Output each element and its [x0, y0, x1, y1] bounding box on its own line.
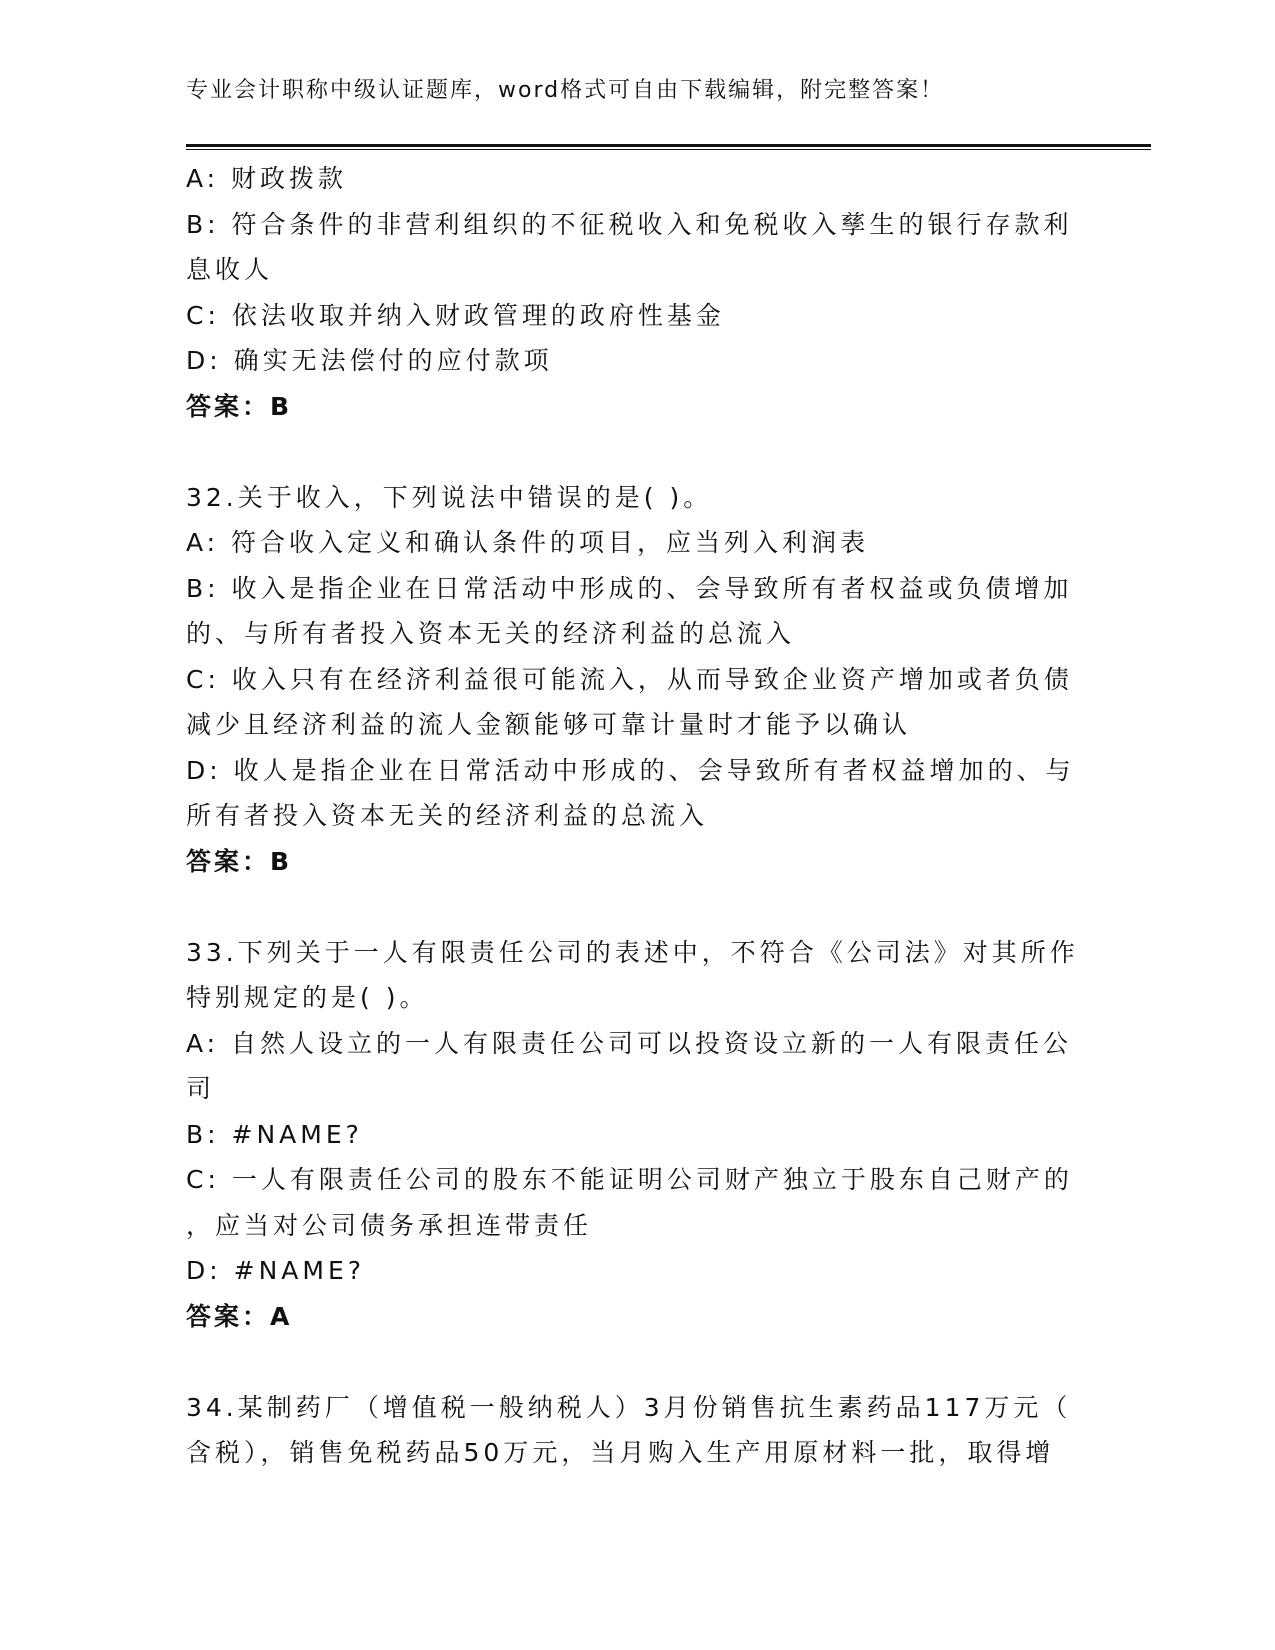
option-c-line-1: C: 收入只有在经济利益很可能流入，从而导致企业资产增加或者负债 [186, 664, 1073, 694]
option-a-line-2: 司 [186, 1074, 216, 1103]
option-c-line-1: C: 一人有限责任公司的股东不能证明公司财产独立于股东自己财产的 [186, 1165, 1073, 1194]
question-content [186, 156, 1086, 1476]
option-c: C: 依法收取并纳入财政管理的政府性基金 [186, 300, 725, 330]
header-divider [186, 144, 1151, 150]
option-d-line-2: 所有者投入资本无关的经济利益的总流入 [186, 801, 709, 830]
spacer [186, 429, 1086, 475]
question-stem: 32.关于收入，下列说法中错误的是( )。 [186, 482, 713, 512]
question-stem-line-2: 特别规定的是( )。 [186, 983, 429, 1012]
option-c-line-2: 减少且经济利益的流人金额能够可靠计量时才能予以确认 [186, 710, 912, 739]
option-a-line-1: A: 自然人设立的一人有限责任公司可以投资设立新的一人有限责任公 [186, 1028, 1073, 1058]
question-stem-line-2: 含税），销售免税药品50万元，当月购入生产用原材料一批，取得增 [186, 1438, 1055, 1467]
option-d-line-1: D: 收人是指企业在日常活动中形成的、会导致所有者权益增加的、与 [186, 755, 1075, 785]
question-32 [186, 475, 1086, 885]
option-b: B: #NAME? [186, 1119, 363, 1149]
option-c-line-2: ，应当对公司债务承担连带责任 [186, 1210, 593, 1240]
answer: 答案：A [186, 1301, 293, 1331]
option-b-line-1: B: 收入是指企业在日常活动中形成的、会导致所有者权益或负债增加 [186, 573, 1073, 603]
option-a: A: 符合收入定义和确认条件的项目，应当列入利润表 [186, 528, 870, 557]
option-d: D: #NAME? [186, 1256, 366, 1285]
question-33 [186, 930, 1086, 1340]
option-a: A: 财政拨款 [186, 164, 348, 193]
option-d: D: 确实无法偿付的应付款项 [186, 346, 553, 375]
question-34 [186, 1385, 1086, 1476]
spacer [186, 1339, 1086, 1385]
question-31-tail [186, 156, 1086, 429]
answer: 答案：B [186, 391, 293, 421]
question-stem-line-1: 33.下列关于一人有限责任公司的表述中，不符合《公司法》对其所作 [186, 937, 1079, 967]
spacer [186, 884, 1086, 930]
option-b-line-2: 的、与所有者投入资本无关的经济利益的总流入 [186, 619, 796, 648]
question-stem-line-1: 34.某制药厂（增值税一般纳税人）3月份销售抗生素药品117万元（ [186, 1392, 1072, 1422]
option-b-line-1: B: 符合条件的非营利组织的不征税收入和免税收入孳生的银行存款利 [186, 209, 1073, 239]
option-b-line-2: 息收人 [186, 255, 274, 284]
page-header: 专业会计职称中级认证题库，word格式可自由下载编辑，附完整答案！ [186, 78, 945, 103]
answer: 答案：B [186, 846, 293, 876]
